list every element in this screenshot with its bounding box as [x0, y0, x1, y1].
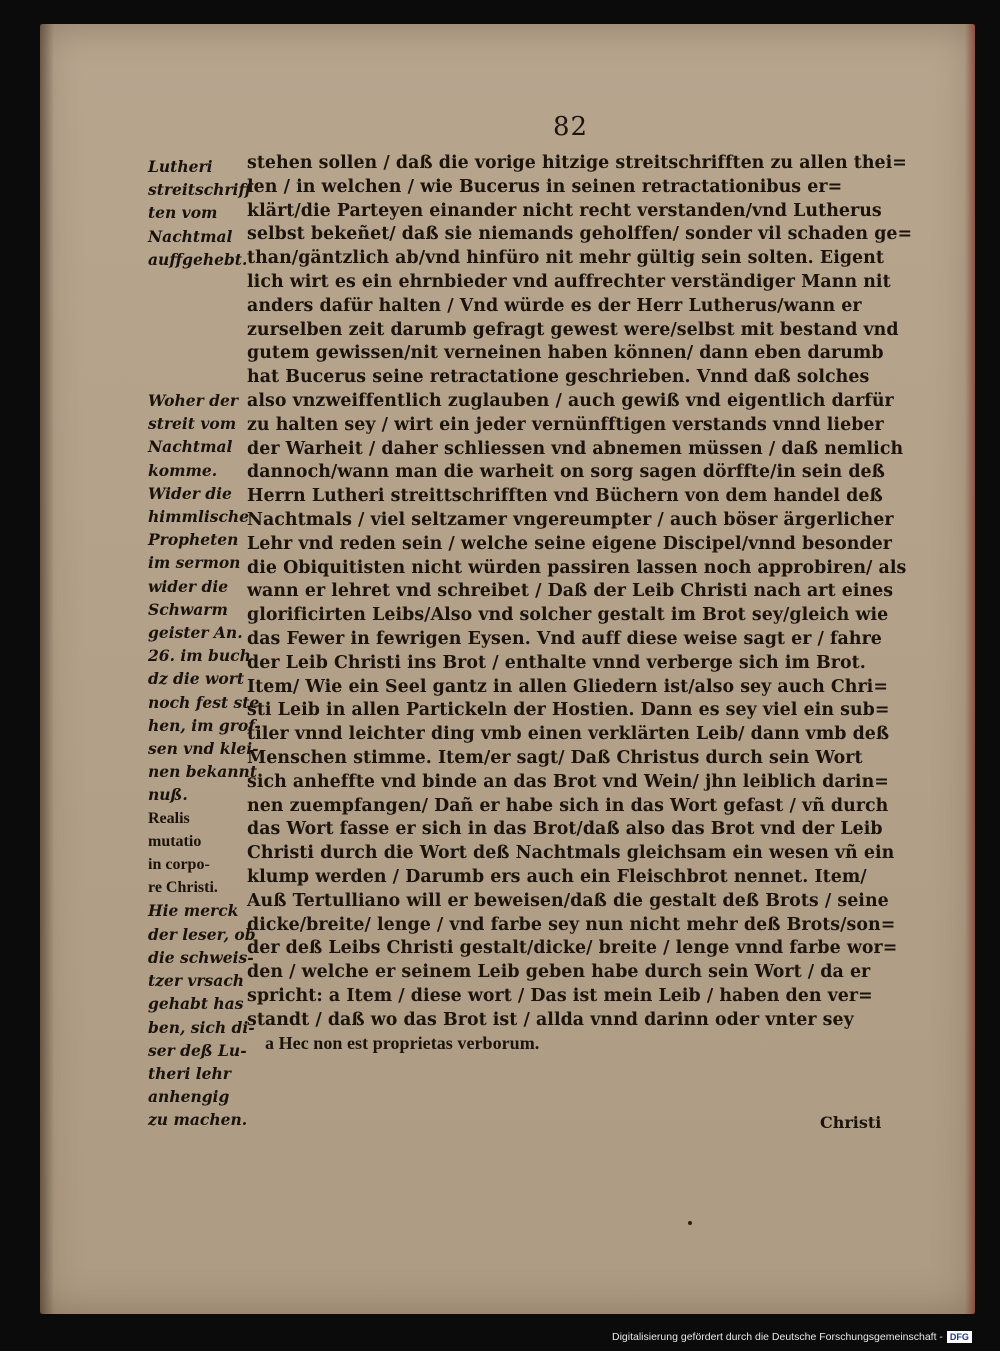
- text-line: der Leib Christi ins Brot / enthalte vnnd verberge sich im Brot.: [247, 652, 866, 673]
- text-line: glorificirten Leibs/Also vnd solcher gestalt im Brot sey/gleich wie: [247, 605, 889, 626]
- margin-note-line: himmlische: [148, 507, 250, 527]
- margin-note-group: [148, 899, 256, 1131]
- page-number: 82: [553, 112, 589, 142]
- text-line: selbst bekeñet/ daß sie niemands geholffen/ sonder vil schaden ge=: [247, 224, 913, 245]
- margin-note-group: [148, 155, 252, 271]
- page-gutter-shadow: [40, 24, 54, 1314]
- text-line: len / in welchen / wie Bucerus in seinen retractationibus er=: [247, 176, 843, 197]
- margin-note-line: mutatio: [148, 832, 202, 850]
- text-line: spricht: a Item / diese wort / Das ist mein Leib / haben den ver=: [247, 985, 873, 1006]
- margin-note-line: Propheten: [148, 530, 239, 550]
- margin-note-line: streitschriff: [148, 180, 252, 200]
- margin-note-line: im sermon: [148, 553, 241, 573]
- text-line: das Fewer in fewrigen Eysen. Vnd auff diese weise sagt er / fahre: [247, 628, 882, 649]
- text-line: dicke/breite/ lenge / vnd farbe sey nun nicht mehr deß Brots/son=: [247, 914, 896, 935]
- margin-note-line: ben, sich di-: [148, 1017, 255, 1037]
- text-line: die Obiquitisten nicht würden passiren lassen noch approbiren/ als: [247, 557, 907, 578]
- margin-note-line: wider die: [148, 576, 229, 596]
- text-line: nen zuempfangen/ Dañ er habe sich in das Wort gefast / vñ durch: [247, 795, 889, 816]
- text-line: der Warheit / daher schliessen vnd abnemen müssen / daß nemlich: [247, 438, 904, 459]
- margin-note-line: tzer vrsach: [148, 971, 245, 991]
- dfg-logo: DFG: [947, 1331, 972, 1343]
- margin-note-line: dz die wort: [148, 669, 245, 689]
- text-line: das Wort fasse er sich in das Brot/daß also das Brot vnd der Leib: [247, 819, 883, 840]
- text-line: tiler vnnd leichter ding vmb einen verklärten Leib/ dann vmb deß: [247, 724, 890, 745]
- text-line: zu halten sey / wirt ein jeder vernünfftigen verstands vnnd lieber: [247, 414, 884, 435]
- text-line: Nachtmals / viel seltzamer vngereumpter / auch böser ärgerlicher: [247, 509, 894, 530]
- margin-note-line: Realis: [148, 809, 190, 827]
- text-line: also vnzweiffentlich zuglauben / auch gewiß vnd eigentlich darfür: [247, 390, 894, 411]
- margin-note-line: Lutheri: [148, 157, 213, 176]
- margin-note-line: Wider die: [148, 483, 232, 503]
- text-line: Herrn Lutheri streittschrifften vnd Büchern von dem handel deß: [247, 486, 883, 507]
- margin-note-line: nuß.: [148, 785, 188, 805]
- text-line: anders dafür halten / Vnd würde es der Herr Lutherus/wann er: [247, 295, 862, 316]
- text-line: gutem gewissen/nit verneinen haben können/ dann eben darumb: [247, 343, 884, 364]
- margin-note-line: theri lehr: [148, 1063, 231, 1083]
- margin-note-line: gehabt has: [148, 994, 244, 1014]
- margin-note-line: nen bekannt: [148, 762, 257, 782]
- text-line: Auß Tertulliano will er beweisen/daß die gestalt deß Brots / seine: [247, 890, 889, 911]
- text-line: sich anheffte vnd binde an das Brot vnd Wein/ jhn leiblich darin=: [247, 771, 889, 792]
- text-line: Christi durch die Wort deß Nachtmals gleichsam ein wesen vñ ein: [247, 843, 895, 864]
- margin-note-group-latin: [148, 807, 243, 900]
- text-line: klärt/die Parteyen einander nicht recht verstanden/vnd Lutherus: [247, 200, 882, 221]
- text-line: standt / daß wo das Brot ist / allda vnnd darinn oder vnter sey: [247, 1009, 854, 1030]
- margin-note-line: Hie merck: [148, 901, 239, 921]
- margin-note-line: komme.: [148, 460, 218, 480]
- text-line: hat Bucerus seine retractatione geschrieben. Vnnd daß solches: [247, 367, 870, 388]
- margin-note-line: sen vnd klei-: [148, 739, 259, 759]
- margin-note-line: Woher der: [148, 391, 239, 411]
- margin-note-line: re Christi.: [148, 879, 218, 897]
- catchword: Christi: [820, 1113, 882, 1132]
- margin-note-line: ten vom: [148, 203, 218, 223]
- footer-text: Digitalisierung gefördert durch die Deutsche Forschungsgemeinschaft -: [612, 1331, 943, 1343]
- text-line: Lehr vnd reden sein / welche seine eigene Discipel/vnnd besonder: [247, 533, 893, 554]
- margin-note-line: hen, im grof-: [148, 715, 261, 735]
- margin-note-line: anhengig: [148, 1087, 230, 1107]
- text-line: Menschen stimme. Item/er sagt/ Daß Christus durch sein Wort: [247, 747, 863, 768]
- text-line: than/gäntzlich ab/vnd hinfüro nit mehr gültig sein solten. Eigent: [247, 248, 884, 269]
- margin-notes: [148, 155, 261, 1132]
- latin-footnote: a Hec non est proprietas verborum.: [265, 1033, 540, 1054]
- main-text-column: [247, 152, 947, 1056]
- digitization-footer: [612, 1331, 972, 1343]
- margin-note-line: der leser, ob: [148, 924, 256, 944]
- margin-note-line: geister An.: [148, 623, 243, 643]
- text-line: lich wirt es ein ehrnbieder vnd auffrechter verständiger Mann nit: [247, 271, 891, 292]
- margin-note-line: 26. im buch: [148, 646, 251, 666]
- margin-note-line: Nachtmal: [148, 226, 233, 246]
- text-line: klump werden / Darumb ers auch ein Fleischbrot nennet. Item/: [247, 866, 867, 887]
- margin-note-line: Schwarm: [148, 599, 228, 619]
- margin-note-line: die schweis-: [148, 947, 254, 967]
- text-line: stehen sollen / daß die vorige hitzige streitschrifften zu allen thei=: [247, 153, 907, 173]
- margin-note-line: zu machen.: [148, 1110, 248, 1130]
- margin-note-line: in corpo-: [148, 856, 210, 874]
- text-line: den / welche er seinem Leib geben habe durch sein Wort / da er: [247, 962, 871, 983]
- text-line: wann er lehret vnd schreibet / Daß der Leib Christi nach art eines: [247, 581, 894, 602]
- margin-note-line: ser deß Lu-: [148, 1040, 247, 1060]
- text-line: dannoch/wann man die warheit on sorg sagen dörffte/in sein deß: [247, 462, 885, 483]
- text-line: sti Leib in allen Partickeln der Hostien. Dann es sey viel ein sub=: [247, 700, 890, 721]
- page-edge: [965, 24, 975, 1314]
- text-line: Item/ Wie ein Seel gantz in allen Gliedern ist/also sey auch Chri=: [247, 676, 888, 697]
- text-line: der deß Leibs Christi gestalt/dicke/ breite / lenge vnnd farbe wor=: [247, 938, 898, 959]
- margin-note-line: streit vom: [148, 414, 237, 434]
- margin-note-line: noch fest ste: [148, 692, 260, 712]
- margin-note-line: Nachtmal: [148, 437, 233, 457]
- text-line: zurselben zeit darumb gefragt gewest were/selbst mit bestand vnd: [247, 319, 899, 340]
- margin-note-line: auffgehebt.: [148, 249, 248, 269]
- margin-note-group: [148, 389, 261, 807]
- ink-spot: [688, 1221, 692, 1225]
